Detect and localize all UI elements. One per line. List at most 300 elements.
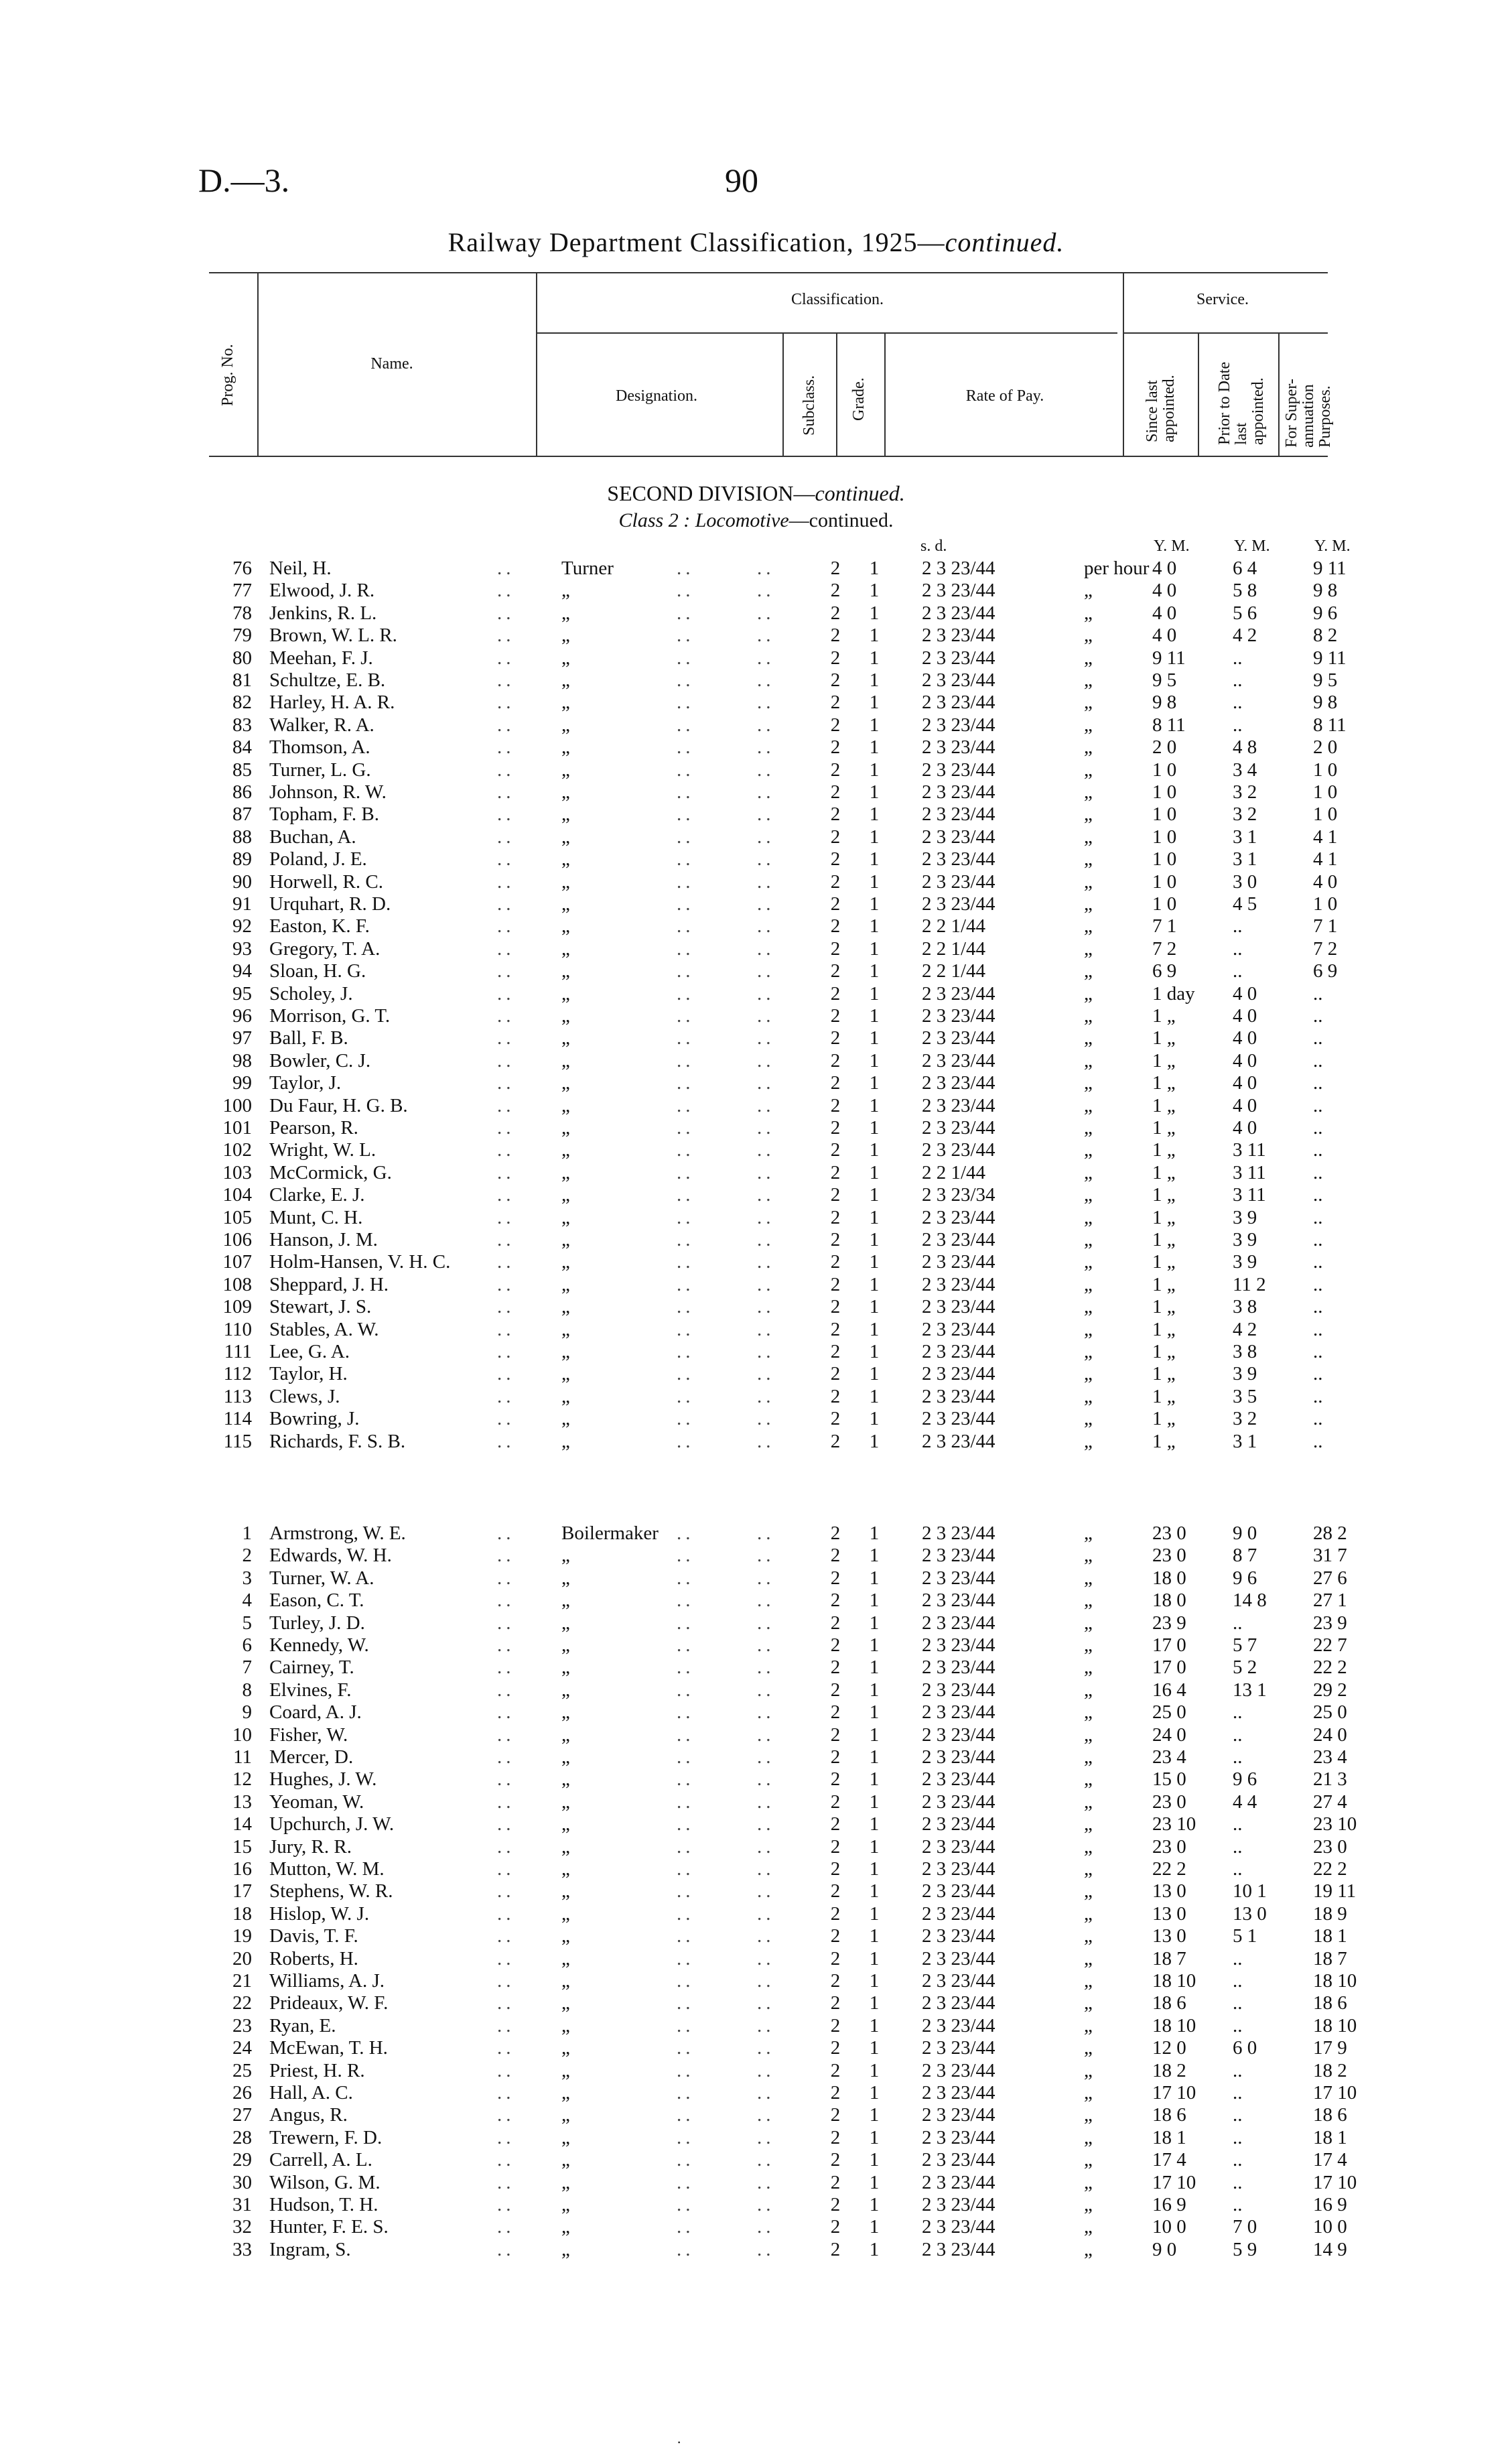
cell-designation: „ (561, 1590, 570, 1612)
leader-dots: .. (497, 870, 515, 893)
cell-prog-no: 17 (232, 1880, 252, 1902)
leader-dots: .. (497, 1724, 515, 1746)
table-row (0, 692, 1512, 714)
leader-dots: .. (757, 1634, 775, 1656)
cell-designation: „ (561, 781, 570, 803)
cell-subclass: 2 (830, 937, 841, 960)
leader-dots: .. (497, 647, 515, 669)
cell-subclass: 2 (830, 1161, 841, 1183)
cell-designation: „ (561, 2126, 570, 2148)
cell-grade: 1 (869, 1296, 880, 1318)
cell-subclass: 2 (830, 1746, 841, 1768)
leader-dots: .. (757, 1296, 775, 1318)
cell-superannuation: 19 11 (1313, 1880, 1357, 1902)
cell-grade: 1 (869, 1768, 880, 1791)
cell-name: Bowler, C. J. (269, 1049, 371, 1072)
leader-dots: .. (497, 1117, 515, 1139)
cell-prior: 8 7 (1233, 1545, 1257, 1567)
cell-grade: 1 (869, 1430, 880, 1452)
cell-designation: „ (561, 1341, 570, 1362)
col-classification: Classification. (791, 291, 884, 308)
cell-rate-of-pay: 2 3 23/44 (922, 2149, 995, 2171)
cell-rate-of-pay: 2 3 23/44 (922, 2104, 995, 2126)
cell-rate-of-pay: 2 3 23/44 (922, 1408, 995, 1430)
cell-since-last: 1 0 (1152, 781, 1177, 803)
leader-dots: .. (677, 1184, 695, 1206)
cell-designation: „ (561, 1049, 570, 1072)
cell-since-last: 12 0 (1152, 2037, 1186, 2059)
cell-designation: „ (561, 1791, 570, 1813)
cell-rate-unit: „ (1084, 1049, 1093, 1072)
cell-rate-unit: „ (1084, 1251, 1093, 1273)
unit-years-months: Y. M. (1234, 537, 1270, 555)
leader-dots: .. (757, 714, 775, 736)
leader-dots: .. (497, 602, 515, 624)
cell-rate-of-pay: 2 3 23/44 (922, 1049, 995, 1072)
leader-dots: .. (677, 1363, 695, 1385)
col-superannuation: For Super-annuation Purposes. (1283, 379, 1334, 448)
col-divider (1278, 332, 1280, 456)
leader-dots: .. (757, 1947, 775, 1969)
cell-rate-of-pay: 2 3 23/44 (922, 2037, 995, 2059)
leader-dots: .. (497, 625, 515, 647)
leader-dots: .. (757, 669, 775, 691)
cell-designation: „ (561, 826, 570, 848)
cell-prog-no: 26 (232, 2082, 252, 2103)
cell-rate-of-pay: 2 3 23/44 (922, 1679, 995, 1701)
cell-since-last: 17 10 (1152, 2082, 1196, 2103)
unit-years-months: Y. M. (1154, 537, 1190, 555)
leader-dots: .. (497, 714, 515, 736)
cell-since-last: 17 4 (1152, 2149, 1186, 2171)
cell-subclass: 2 (830, 1522, 841, 1544)
cell-since-last: 16 9 (1152, 2194, 1186, 2215)
cell-subclass: 2 (830, 2059, 841, 2081)
cell-name: Roberts, H. (269, 1947, 358, 1969)
cell-subclass: 2 (830, 1206, 841, 1228)
cell-rate-of-pay: 2 3 23/44 (922, 759, 995, 781)
leader-dots: .. (497, 558, 515, 579)
cell-rate-of-pay: 2 3 23/44 (922, 1813, 995, 1835)
cell-rate-of-pay: 2 3 23/44 (922, 2082, 995, 2103)
leader-dots: .. (497, 1925, 515, 1947)
header-top-rule (209, 272, 1328, 273)
leader-dots: .. (497, 781, 515, 803)
cell-name: Clarke, E. J. (269, 1184, 365, 1206)
cell-since-last: 23 0 (1152, 1835, 1186, 1858)
unit-sd: s. d. (920, 537, 947, 555)
leader-dots: .. (497, 1296, 515, 1318)
table-row (0, 1207, 1512, 1229)
cell-name: Easton, K. F. (269, 915, 370, 937)
cell-since-last: 17 10 (1152, 2171, 1196, 2193)
leader-dots: .. (757, 2238, 775, 2260)
cell-name: Neil, H. (269, 558, 332, 579)
cell-rate-of-pay: 2 3 23/44 (922, 647, 995, 669)
cell-rate-unit: „ (1084, 1746, 1093, 1768)
cell-rate-of-pay: 2 3 23/44 (922, 736, 995, 759)
cell-rate-of-pay: 2 3 23/44 (922, 1027, 995, 1049)
cell-rate-unit: „ (1084, 2014, 1093, 2036)
cell-prog-no: 4 (242, 1590, 252, 1612)
leader-dots: .. (677, 2014, 695, 2036)
cell-since-last: 23 10 (1152, 1813, 1196, 1835)
cell-designation: „ (561, 1746, 570, 1768)
cell-superannuation: 4 0 (1313, 870, 1338, 893)
cell-prog-no: 83 (232, 714, 252, 736)
cell-designation: „ (561, 1273, 570, 1295)
leader-dots: .. (677, 2216, 695, 2238)
cell-designation: „ (561, 937, 570, 960)
cell-since-last: 16 4 (1152, 1679, 1186, 1701)
leader-dots: .. (757, 1430, 775, 1452)
cell-name: Topham, F. B. (269, 803, 380, 826)
cell-prog-no: 115 (223, 1430, 252, 1452)
cell-prior: 4 8 (1233, 736, 1257, 759)
cell-grade: 1 (869, 1408, 880, 1430)
cell-superannuation: .. (1313, 1408, 1323, 1430)
cell-prog-no: 106 (222, 1229, 252, 1250)
leader-dots: .. (497, 1813, 515, 1835)
cell-designation: „ (561, 1992, 570, 2014)
cell-rate-of-pay: 2 3 23/44 (922, 1545, 995, 1567)
cell-prior: 3 8 (1233, 1296, 1257, 1318)
cell-prog-no: 92 (232, 915, 252, 937)
cell-since-last: 1 „ (1152, 1072, 1176, 1094)
leader-dots: .. (497, 1318, 515, 1340)
cell-name: Upchurch, J. W. (269, 1813, 395, 1835)
cell-name: Trewern, F. D. (269, 2126, 383, 2148)
cell-grade: 1 (869, 1005, 880, 1027)
cell-subclass: 2 (830, 1724, 841, 1746)
leader-dots: .. (757, 1880, 775, 1902)
printer-mark: · (677, 2434, 682, 2451)
table-row (0, 1072, 1512, 1094)
cell-prior: 14 8 (1233, 1590, 1267, 1612)
leader-dots: .. (497, 2126, 515, 2148)
cell-subclass: 2 (830, 1679, 841, 1701)
cell-rate-of-pay: 2 3 23/44 (922, 1612, 995, 1634)
cell-rate-of-pay: 2 3 23/44 (922, 781, 995, 803)
cell-since-last: 1 „ (1152, 1229, 1176, 1250)
cell-since-last: 1 „ (1152, 1161, 1176, 1183)
leader-dots: .. (497, 803, 515, 826)
cell-designation: „ (561, 1385, 570, 1407)
cell-since-last: 18 10 (1152, 2014, 1196, 2036)
cell-prog-no: 30 (232, 2171, 252, 2193)
cell-prog-no: 9 (242, 1701, 252, 1724)
cell-designation: „ (561, 1117, 570, 1139)
leader-dots: .. (497, 848, 515, 870)
cell-superannuation: .. (1313, 1430, 1323, 1452)
cell-rate-unit: „ (1084, 1005, 1093, 1027)
cell-grade: 1 (869, 1902, 880, 1925)
cell-prior: 5 1 (1233, 1925, 1257, 1947)
leader-dots: .. (497, 1385, 515, 1407)
leader-dots: .. (757, 1408, 775, 1430)
leader-dots: .. (677, 1835, 695, 1858)
leader-dots: .. (677, 1206, 695, 1228)
leader-dots: .. (757, 625, 775, 647)
table-row (0, 1162, 1512, 1184)
cell-grade: 1 (869, 2014, 880, 2036)
cell-prog-no: 100 (222, 1094, 252, 1116)
leader-dots: .. (677, 1161, 695, 1183)
leader-dots: .. (497, 1229, 515, 1250)
cell-rate-of-pay: 2 3 23/44 (922, 1273, 995, 1295)
cell-subclass: 2 (830, 848, 841, 870)
cell-superannuation: 31 7 (1313, 1545, 1347, 1567)
cell-since-last: 25 0 (1152, 1701, 1186, 1724)
cell-prior: 11 2 (1233, 1273, 1266, 1295)
cell-since-last: 4 0 (1152, 558, 1177, 579)
leader-dots: .. (757, 2014, 775, 2036)
leader-dots: .. (757, 1724, 775, 1746)
leader-dots: .. (497, 1590, 515, 1612)
leader-dots: .. (677, 736, 695, 759)
cell-superannuation: 2 0 (1313, 736, 1338, 759)
cell-name: Hanson, J. M. (269, 1229, 378, 1250)
table-row (0, 1970, 1512, 1992)
cell-prog-no: 105 (222, 1206, 252, 1228)
cell-prog-no: 5 (242, 1612, 252, 1634)
leader-dots: .. (757, 2104, 775, 2126)
cell-subclass: 2 (830, 2037, 841, 2059)
table-row (0, 714, 1512, 736)
leader-dots: .. (757, 2082, 775, 2103)
cell-superannuation: 17 4 (1313, 2149, 1347, 2171)
leader-dots: .. (497, 2238, 515, 2260)
leader-dots: .. (757, 1590, 775, 1612)
cell-subclass: 2 (830, 1947, 841, 1969)
cell-superannuation: 4 1 (1313, 826, 1338, 848)
leader-dots: .. (757, 1251, 775, 1273)
leader-dots: .. (757, 692, 775, 714)
cell-rate-unit: „ (1084, 2238, 1093, 2260)
table-row (0, 2037, 1512, 2059)
cell-superannuation: 9 11 (1313, 647, 1347, 669)
leader-dots: .. (677, 1139, 695, 1161)
cell-name: Hudson, T. H. (269, 2194, 379, 2215)
cell-grade: 1 (869, 1701, 880, 1724)
title-suffix: continued. (945, 227, 1064, 257)
cell-prog-no: 77 (232, 580, 252, 602)
leader-dots: .. (677, 1657, 695, 1679)
cell-superannuation: 27 6 (1313, 1567, 1347, 1589)
cell-since-last: 23 9 (1152, 1612, 1186, 1634)
cell-name: Urquhart, R. D. (269, 893, 391, 915)
leader-dots: .. (677, 1567, 695, 1589)
cell-subclass: 2 (830, 1184, 841, 1206)
cell-superannuation: .. (1313, 1072, 1323, 1094)
cell-rate-of-pay: 2 3 23/44 (922, 1724, 995, 1746)
cell-prior: 3 2 (1233, 1408, 1257, 1430)
service-rule (1123, 332, 1328, 334)
cell-name: Buchan, A. (269, 826, 356, 848)
cell-subclass: 2 (830, 1612, 841, 1634)
cell-name: Taylor, J. (269, 1072, 342, 1094)
cell-designation: „ (561, 1251, 570, 1273)
cell-since-last: 1 „ (1152, 1049, 1176, 1072)
cell-rate-of-pay: 2 3 23/44 (922, 1206, 995, 1228)
cell-rate-of-pay: 2 3 23/44 (922, 1701, 995, 1724)
cell-subclass: 2 (830, 1634, 841, 1656)
cell-grade: 1 (869, 915, 880, 937)
cell-subclass: 2 (830, 1992, 841, 2014)
leader-dots: .. (757, 1791, 775, 1813)
leader-dots: .. (677, 1522, 695, 1544)
cell-prior: 7 0 (1233, 2216, 1257, 2238)
cell-name: Hughes, J. W. (269, 1768, 377, 1791)
cell-prog-no: 6 (242, 1634, 252, 1656)
cell-superannuation: 27 4 (1313, 1791, 1347, 1813)
cell-name: McEwan, T. H. (269, 2037, 388, 2059)
cell-superannuation: 23 4 (1313, 1746, 1347, 1768)
cell-prior: 4 0 (1233, 1094, 1257, 1116)
cell-name: Lee, G. A. (269, 1341, 350, 1362)
leader-dots: .. (497, 960, 515, 982)
cell-rate-unit: „ (1084, 1318, 1093, 1340)
cell-name: Meehan, F. J. (269, 647, 373, 669)
cell-subclass: 2 (830, 1567, 841, 1589)
table-row (0, 1768, 1512, 1791)
cell-subclass: 2 (830, 759, 841, 781)
cell-prog-no: 96 (232, 1005, 252, 1027)
cell-superannuation: 22 2 (1313, 1657, 1347, 1679)
leader-dots: .. (757, 2037, 775, 2059)
cell-subclass: 2 (830, 960, 841, 982)
leader-dots: .. (757, 826, 775, 848)
cell-prior: 3 9 (1233, 1229, 1257, 1250)
cell-prog-no: 23 (232, 2014, 252, 2036)
table-row (0, 1791, 1512, 1813)
cell-rate-of-pay: 2 3 23/44 (922, 692, 995, 714)
cell-grade: 1 (869, 2216, 880, 2238)
cell-prog-no: 18 (232, 1902, 252, 1925)
cell-subclass: 2 (830, 982, 841, 1005)
cell-prior: .. (1233, 1947, 1243, 1969)
cell-grade: 1 (869, 1925, 880, 1947)
leader-dots: .. (757, 1072, 775, 1094)
cell-rate-unit: „ (1084, 1768, 1093, 1791)
cell-rate-of-pay: 2 3 23/44 (922, 1567, 995, 1589)
cell-prior: .. (1233, 1813, 1243, 1835)
cell-name: Morrison, G. T. (269, 1005, 391, 1027)
cell-grade: 1 (869, 1206, 880, 1228)
table-row (0, 1050, 1512, 1072)
leader-dots: .. (677, 1612, 695, 1634)
cell-rate-unit: „ (1084, 1992, 1093, 2014)
leader-dots: .. (677, 580, 695, 602)
cell-since-last: 7 1 (1152, 915, 1177, 937)
cell-name: Horwell, R. C. (269, 870, 383, 893)
cell-name: Eason, C. T. (269, 1590, 364, 1612)
col-divider (1123, 272, 1124, 456)
class-suffix: —continued. (788, 509, 894, 531)
cell-superannuation: .. (1313, 1184, 1323, 1206)
cell-rate-of-pay: 2 3 23/44 (922, 625, 995, 647)
cell-subclass: 2 (830, 1835, 841, 1858)
cell-since-last: 1 „ (1152, 1251, 1176, 1273)
cell-prior: .. (1233, 1970, 1243, 1992)
cell-grade: 1 (869, 1947, 880, 1969)
cell-prog-no: 13 (232, 1791, 252, 1813)
table-row (0, 1027, 1512, 1049)
cell-prior: 4 0 (1233, 1005, 1257, 1027)
leader-dots: .. (497, 2216, 515, 2238)
leader-dots: .. (677, 915, 695, 937)
cell-prior: 3 8 (1233, 1341, 1257, 1362)
table-row (0, 1274, 1512, 1296)
cell-subclass: 2 (830, 714, 841, 736)
table-row (0, 2127, 1512, 2149)
classification-rule (536, 332, 1117, 334)
table-row (0, 871, 1512, 893)
cell-subclass: 2 (830, 1545, 841, 1567)
cell-prior: 3 9 (1233, 1206, 1257, 1228)
cell-prior: 13 0 (1233, 1902, 1267, 1925)
page-number: 90 (725, 161, 758, 199)
cell-prog-no: 24 (232, 2037, 252, 2059)
cell-rate-of-pay: 2 3 23/34 (922, 1184, 995, 1206)
cell-superannuation: .. (1313, 1139, 1323, 1161)
cell-name: Scholey, J. (269, 982, 353, 1005)
leader-dots: .. (757, 1161, 775, 1183)
cell-designation: „ (561, 2238, 570, 2260)
cell-rate-unit: „ (1084, 870, 1093, 893)
cell-rate-of-pay: 2 3 23/44 (922, 1341, 995, 1362)
cell-prior: 6 4 (1233, 558, 1257, 579)
leader-dots: .. (757, 1318, 775, 1340)
cell-prog-no: 110 (223, 1318, 252, 1340)
leader-dots: .. (757, 1768, 775, 1791)
leader-dots: .. (497, 1522, 515, 1544)
leader-dots: .. (677, 893, 695, 915)
class-name: Locomotive (695, 509, 789, 531)
leader-dots: .. (677, 1072, 695, 1094)
cell-grade: 1 (869, 870, 880, 893)
leader-dots: .. (677, 1590, 695, 1612)
leader-dots: .. (677, 1947, 695, 1969)
cell-prog-no: 95 (232, 982, 252, 1005)
cell-designation: „ (561, 1545, 570, 1567)
cell-name: Jury, R. R. (269, 1835, 352, 1858)
cell-designation: „ (561, 1970, 570, 1992)
cell-grade: 1 (869, 736, 880, 759)
leader-dots: .. (497, 759, 515, 781)
leader-dots: .. (757, 558, 775, 579)
leader-dots: .. (497, 2149, 515, 2171)
cell-prior: 4 4 (1233, 1791, 1257, 1813)
table-row (0, 1590, 1512, 1612)
cell-prior: 4 2 (1233, 625, 1257, 647)
cell-prior: .. (1233, 1746, 1243, 1768)
cell-designation: „ (561, 1724, 570, 1746)
cell-rate-of-pay: 2 3 23/44 (922, 1791, 995, 1813)
leader-dots: .. (497, 826, 515, 848)
table-row (0, 1679, 1512, 1701)
cell-subclass: 2 (830, 1925, 841, 1947)
cell-since-last: 1 0 (1152, 870, 1177, 893)
leader-dots: .. (757, 1117, 775, 1139)
cell-grade: 1 (869, 1813, 880, 1835)
cell-prog-no: 7 (242, 1657, 252, 1679)
table-row (0, 1634, 1512, 1657)
cell-rate-of-pay: 2 3 23/44 (922, 1139, 995, 1161)
col-since-last: Since last appointed. (1144, 375, 1178, 442)
cell-since-last: 18 6 (1152, 1992, 1186, 2014)
cell-prior: .. (1233, 714, 1243, 736)
